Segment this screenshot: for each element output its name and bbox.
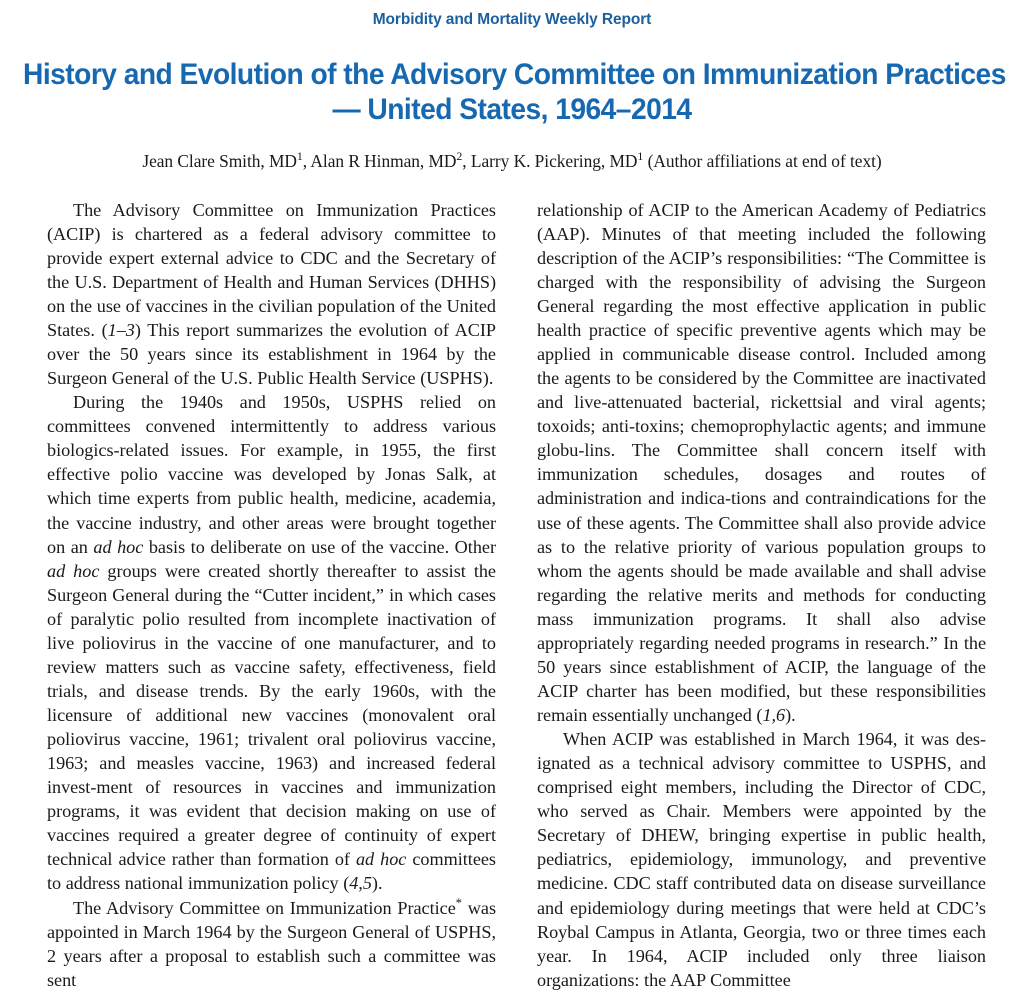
italic-run: ad hoc xyxy=(47,560,100,581)
italic-run: 1,6 xyxy=(762,705,786,726)
text-run: groups were created shortly thereafter to assist the Surgeon General during the “Cutter incident,” in which cases of paralytic polio resulted from incomplete inactivation of live poliovirus in the vaccine of one manufacturer, and to review matters such as vaccine safety, effectiveness, field trials, and disease trends. By the early 1960s, with the licensure of additional new vaccines (monovalent oral poliovirus vaccine, 1961; trivalent oral poliovirus vaccine, 1963; and measles vaccine, 1963) and increased federal invest-ment of resources in vaccines and immunization programs, it was evident that decision making on use of vaccines required a greater degree of continuity of expert technical advice rather than formation of xyxy=(47,560,496,870)
author-separator-1: , xyxy=(302,150,311,171)
author-1-affiliation-marker: 1 xyxy=(296,149,303,164)
page-title xyxy=(23,57,1006,128)
text-run: ) This report summarizes the evolution of ACIP over the 50 years since its establishment in 1964 by the Surgeon General of the U.S. Public Health Service (USPHS). xyxy=(47,320,496,389)
author-2-name: Alan R Hinman, MD xyxy=(310,150,457,171)
author-affiliation-note: (Author affiliations at end of text) xyxy=(643,150,882,171)
running-head: Morbidity and Mortality Weekly Report xyxy=(372,11,652,28)
body-columns xyxy=(0,198,1024,992)
author-separator-2: , xyxy=(462,150,471,171)
italic-run: ad hoc xyxy=(93,536,144,557)
author-byline xyxy=(0,151,1024,172)
italic-run: 1–3 xyxy=(107,320,135,341)
author-1-name: Jean Clare Smith, MD xyxy=(142,150,297,171)
text-run: ). xyxy=(371,873,383,894)
page-title-line-2: — United States, 1964–2014 xyxy=(332,93,692,127)
text-run: During the 1940s and 1950s, USPHS relied on committees convened intermittently to address various biologics-related issues. For example, in 1955, the first effective polio vaccine was developed by Jonas Salk, at which time experts from public health, medicine, academia, the vaccine industry, and other areas were brought together on an xyxy=(47,392,496,557)
text-run: was appointed in March 1964 by the Surgeon General of USPHS, 2 years after a proposal to establish such a committee was sent xyxy=(47,897,497,990)
body-paragraph xyxy=(47,198,496,391)
author-3-name: Larry K. Pickering, MD xyxy=(470,150,638,171)
body-paragraph xyxy=(47,896,496,992)
author-2-affiliation-marker: 2 xyxy=(456,149,463,164)
italic-run: 4,5 xyxy=(349,873,372,894)
body-column-left xyxy=(47,198,496,992)
page-title-line-1: History and Evolution of the Advisory Committee on Immunization Practices xyxy=(23,58,1006,92)
italic-run: ad hoc xyxy=(355,849,407,870)
text-run: ). xyxy=(785,705,796,726)
text-run: relationship of ACIP to the American Academy of Pediatrics (AAP). Minutes of that meeting included the following description of the ACIP’s responsibilities: “The Committee is charged with the responsibility of advising the Surgeon General regarding the most effective application in public health practice of specific preventive agents which may be applied in communicable disease control. Included among the agents to be considered by the Committee are inactivated and live-attenuated bacterial, rickettsial and viral agents; toxoids; anti-toxins; chemoprophylactic agents; and immune globu-lins. The Committee shall concern itself with immunization schedules, dosages and routes of administration and indica-tions and contraindications for the use of these agents. The Committee shall also provide advice as to the relative priority of various population groups to whom the agents should be made available and shall advise regarding the relative merits and methods for conducting mass immunization programs. It shall also advise appropriately regarding needed programs in research.” In the 50 years since establishment of ACIP, the language of the ACIP charter has been modified, but these responsibilities remain essentially unchanged ( xyxy=(537,199,986,726)
text-run: basis to deliberate on use of the vaccine. Other xyxy=(143,536,496,557)
text-run: The Advisory Committee on Immunization Practice xyxy=(73,897,456,918)
body-paragraph xyxy=(47,390,496,895)
text-run: committees to address national immunization policy ( xyxy=(47,849,496,894)
body-paragraph xyxy=(537,727,986,992)
footnote-marker: * xyxy=(455,895,462,910)
body-paragraph xyxy=(537,198,986,727)
author-3-affiliation-marker: 1 xyxy=(637,149,644,164)
text-run: The Advisory Committee on Immunization Practices (ACIP) is chartered as a federal advisory committee to provide expert external advice to CDC and the Secretary of the U.S. Department of Health and Human Services (DHHS) on the use of vaccines in the civilian population of the United States. ( xyxy=(47,199,496,341)
body-column-right xyxy=(537,198,986,992)
text-run: When ACIP was established in March 1964, it was des-ignated as a technical advisory committee to USPHS, and comprised eight members, including the Director of CDC, who served as Chair. Members were appointed by the Secretary of DHEW, bringing expertise in public health, pediatrics, epidemiology, immunology, and preventive medicine. CDC staff contributed data on disease surveillance and epidemiology during meetings that were held at CDC’s Roybal Campus in Atlanta, Georgia, two or three times each year. In 1964, ACIP included only three liaison organizations: the AAP Committee xyxy=(537,729,986,990)
